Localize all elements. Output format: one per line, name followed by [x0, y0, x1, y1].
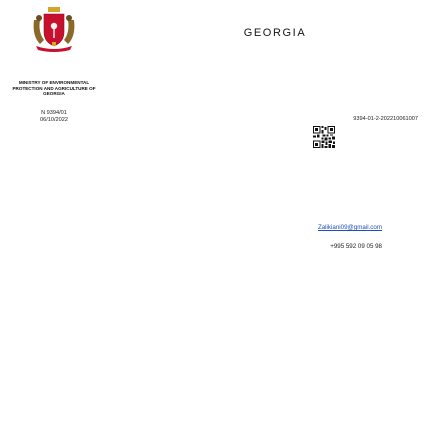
- qr-code-icon: [313, 126, 335, 148]
- ministry-name-georgian: [8, 56, 100, 75]
- addressee-name: [182, 186, 382, 193]
- addressee-address: [182, 203, 382, 210]
- document-date: 06/10/2022: [40, 116, 68, 123]
- phone-number: +995 592 09 05 98: [330, 243, 382, 250]
- letter-paragraph: [32, 298, 380, 308]
- addressee-phone: [182, 243, 382, 250]
- country-name-english: GEORGIA: [243, 27, 307, 39]
- country-name-georgian: [0, 6, 430, 24]
- reference-number: 9394-01-2-202210061007: [353, 116, 418, 122]
- ministry-name-english: MINISTRY OF ENVIRONMENTAL PROTECTION AND AGRICULTURE OF GEORGIA: [12, 80, 96, 97]
- email-link[interactable]: Zalikiani09@gmail.com: [317, 224, 382, 231]
- letter-paragraph: [32, 331, 380, 341]
- letter-paragraph: [32, 382, 380, 392]
- letter-salutation: [32, 286, 232, 294]
- addressee-email: [182, 224, 382, 231]
- document-number: N 9394/01: [41, 109, 67, 116]
